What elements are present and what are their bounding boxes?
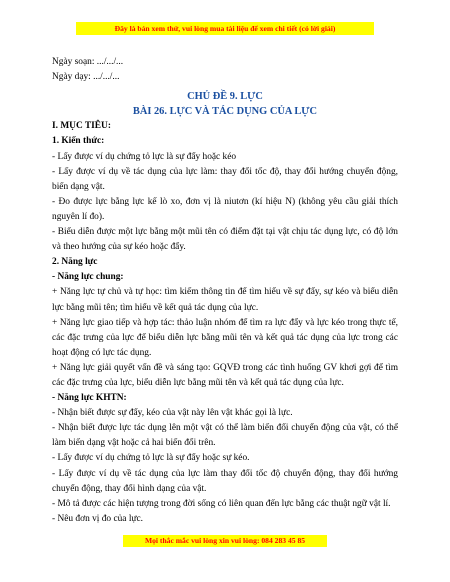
general-competence-heading: - Năng lực chung: — [52, 272, 124, 283]
section-objectives-heading: I. MỤC TIÊU: — [52, 121, 111, 132]
knowledge-item: - Đo được lực bằng lực kế lò xo, đơn vị là niutơn (kí hiệu N) (không yêu cầu giải thích nguyên lí đo). — [52, 196, 398, 222]
preview-notice-banner: Đây là bản xem thử, vui lòng mua tài liệu để xem chi tiết (có lời giải) — [76, 22, 374, 35]
lesson-title: BÀI 26. LỰC VÀ TÁC DỤNG CỦA LỰC — [132, 106, 318, 118]
date-prepared: Ngày soạn: .../.../... — [52, 57, 124, 67]
general-competence-item: + Năng lực giao tiếp và hợp tác: thảo luận nhóm để tìm ra lực đẩy và lực kéo trong thực tế, các đặc trưng của lực để biểu diễn lực bằng mũi tên và kết quả tác dụng của lực trong các hoạt động có lực tác dụng. — [52, 317, 398, 358]
khtn-competence-item: - Nhận biết được lực tác dụng lên một vật có thể làm biến đổi chuyển động của vật, có thể làm biến dạng vật hoặc cả hai biến đổi trên. — [52, 423, 398, 449]
knowledge-heading: 1. Kiến thức: — [52, 136, 105, 147]
date-taught: Ngày dạy: .../.../... — [52, 72, 120, 83]
khtn-competence-item: - Lấy được ví dụ về tác dụng của lực làm thay đổi tốc độ chuyển động, thay đổi hướng chuyển động, thay đổi hình dạng của vật. — [52, 468, 398, 494]
khtn-competence-item: - Lấy được ví dụ chứng tỏ lực là sự đẩy hoặc sự kéo. — [52, 453, 250, 464]
topic-title: CHỦ ĐỀ 9. LỰC — [187, 91, 263, 103]
khtn-competence-heading: - Năng lực KHTN: — [52, 393, 127, 404]
contact-footer-banner: Mọi thắc mắc vui lòng xin vui lòng: 084 283 45 85 — [123, 535, 327, 547]
general-competence-item: + Năng lực giải quyết vấn đề và sáng tạo: GQVĐ trong các tình huống GV khơi gợi để tìm các đặc trưng của lực, biểu diễn lực bằng mũi tên và kết quả tác dụng của lực. — [52, 362, 398, 388]
document-body — [52, 55, 398, 527]
khtn-competence-item: - Nhận biết được sự đẩy, kéo của vật này lên vật khác gọi là lực. — [52, 408, 293, 419]
knowledge-item: - Lấy được ví dụ chứng tỏ lực là sự đẩy hoặc kéo — [52, 151, 237, 162]
knowledge-item: - Biểu diễn được một lực bằng một mũi tên có điểm đặt tại vật chịu tác dụng lực, có độ lớn và theo hướng của sự kéo hoặc đẩy. — [52, 227, 398, 253]
general-competence-item: + Năng lực tự chủ và tự học: tìm kiếm thông tin để tìm hiểu về sự đẩy, sự kéo và biểu diễn lực bằng mũi tên; tìm hiểu về kết quả tác dụng của lực. — [52, 287, 398, 313]
khtn-competence-item: - Nêu đơn vị đo của lực. — [52, 513, 144, 524]
khtn-competence-item: - Mô tả được các hiện tượng trong đời sống có liên quan đến lực bằng các thuật ngữ vật lí. — [52, 498, 391, 509]
competence-heading: 2. Năng lực — [52, 257, 98, 268]
knowledge-item: - Lấy được ví dụ về tác dụng của lực làm: thay đổi tốc độ, thay đổi hướng chuyển động, biến dạng vật. — [52, 166, 398, 192]
